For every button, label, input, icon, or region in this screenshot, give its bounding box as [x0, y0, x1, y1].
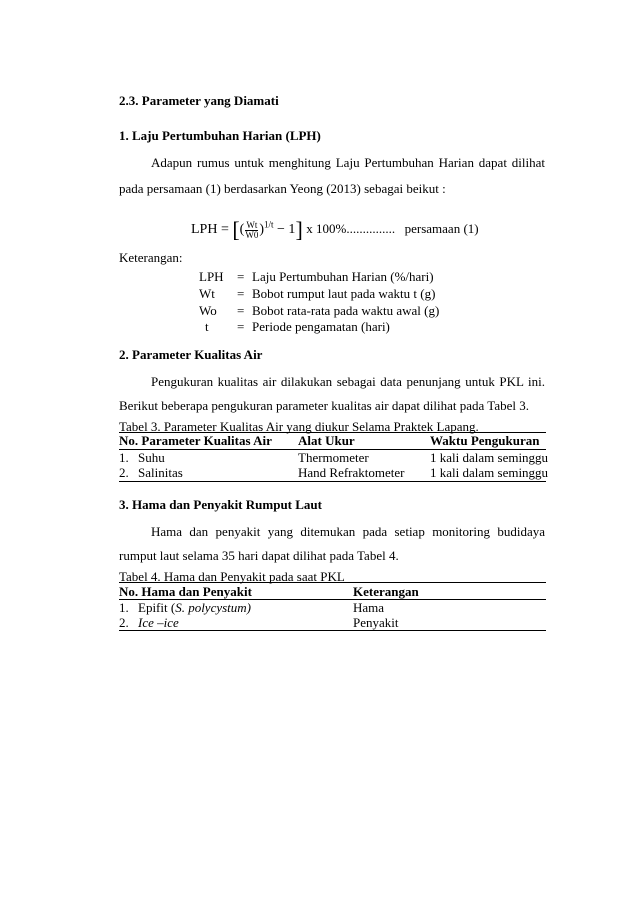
- table4-header-name: No. Hama dan Penyakit: [119, 584, 252, 599]
- keterangan-symbol: Wo: [199, 303, 217, 318]
- table3-cell-param: Salinitas: [138, 465, 183, 480]
- table4-cell-name: [138, 600, 251, 616]
- table4-cell-name-species: S. polycystum): [175, 600, 251, 615]
- formula-open-bracket: [: [232, 217, 240, 242]
- lph-formula: [191, 217, 479, 243]
- table3-cell-no: 2.: [119, 465, 129, 480]
- subsection-title-kualitas-air: 2. Parameter Kualitas Air: [119, 347, 263, 362]
- table4-cell-name: [138, 615, 179, 631]
- formula-exponent: 1/t: [264, 219, 274, 230]
- table4-cell-ket: Hama: [353, 600, 385, 615]
- formula-close-paren: ): [259, 222, 265, 238]
- hama-paragraph-line2: rumput laut selama 35 hari dapat dilihat pada Tabel 4.: [119, 548, 399, 563]
- formula-minus-one: − 1: [277, 222, 296, 238]
- lph-paragraph-line2: pada persamaan (1) berdasarkan Yeong (2013) sebagai beikut :: [119, 181, 446, 196]
- keterangan-label: Keterangan:: [119, 250, 183, 265]
- table4-cell-no: 2.: [119, 615, 129, 630]
- table4-caption: Tabel 4. Hama dan Penyakit pada saat PKL: [119, 569, 345, 584]
- table4-cell-ket: Penyakit: [353, 615, 399, 630]
- table3-header-alat: Alat Ukur: [298, 433, 355, 448]
- keterangan-symbol: Wt: [199, 286, 215, 301]
- table3-caption: Tabel 3. Parameter Kualitas Air yang diukur Selama Praktek Lapang.: [119, 419, 479, 434]
- lph-paragraph-line1: Adapun rumus untuk menghitung Laju Pertumbuhan Harian dapat dilihat: [151, 155, 545, 170]
- keterangan-desc: Periode pengamatan (hari): [252, 319, 390, 334]
- keterangan-equals: =: [237, 319, 245, 334]
- keterangan-symbol: LPH: [199, 269, 224, 284]
- subsection-title-hama: 3. Hama dan Penyakit Rumput Laut: [119, 497, 322, 512]
- formula-denominator: W0: [245, 229, 259, 240]
- keterangan-equals: =: [237, 286, 245, 301]
- formula-close-bracket: ]: [295, 217, 303, 242]
- keterangan-symbol: t: [205, 319, 209, 334]
- table4-top-rule: [119, 582, 546, 583]
- table3-bottom-rule: [119, 481, 546, 482]
- table4-cell-name-species: Ice –ice: [138, 615, 179, 630]
- table4-bottom-rule: [119, 630, 546, 631]
- table4-cell-no: 1.: [119, 600, 129, 615]
- table3-cell-waktu: 1 kali dalam seminggu: [430, 465, 549, 480]
- table3-cell-param: Suhu: [138, 450, 165, 465]
- table3-cell-alat: Hand Refraktometer: [298, 465, 405, 480]
- formula-fraction: [245, 221, 258, 240]
- formula-multiplier: x 100%: [306, 221, 347, 237]
- formula-open-paren: (: [239, 222, 245, 238]
- keterangan-equals: =: [237, 303, 245, 318]
- subsection-title-lph: 1. Laju Pertumbuhan Harian (LPH): [119, 128, 321, 143]
- table3-header-waktu: Waktu Pengukuran: [430, 433, 540, 448]
- table4-header-ket: Keterangan: [353, 584, 419, 599]
- hama-paragraph-line1: Hama dan penyakit yang ditemukan pada setiap monitoring budidaya: [151, 524, 545, 539]
- kualitas-paragraph-line1: Pengukuran kualitas air dilakukan sebagai data penunjang untuk PKL ini.: [151, 374, 545, 389]
- keterangan-desc: Bobot rumput laut pada waktu t (g): [252, 286, 436, 301]
- section-title: 2.3. Parameter yang Diamati: [119, 93, 279, 108]
- table4-cell-name-prefix: Epifit (: [138, 600, 176, 615]
- formula-label: persamaan (1): [404, 221, 479, 237]
- formula-numerator: Wt: [246, 219, 258, 230]
- table3-cell-alat: Thermometer: [298, 450, 369, 465]
- keterangan-equals: =: [237, 269, 245, 284]
- table3-header-param: No. Parameter Kualitas Air: [119, 433, 272, 448]
- formula-lhs: LPH =: [191, 222, 229, 238]
- formula-dots: ...............: [346, 221, 396, 237]
- table3-cell-waktu: 1 kali dalam seminggu: [430, 450, 549, 465]
- keterangan-desc: Bobot rata-rata pada waktu awal (g): [252, 303, 440, 318]
- keterangan-desc: Laju Pertumbuhan Harian (%/hari): [252, 269, 434, 284]
- kualitas-paragraph-line2: Berikut beberapa pengukuran parameter kualitas air dapat dilihat pada Tabel 3.: [119, 398, 529, 413]
- table3-cell-no: 1.: [119, 450, 129, 465]
